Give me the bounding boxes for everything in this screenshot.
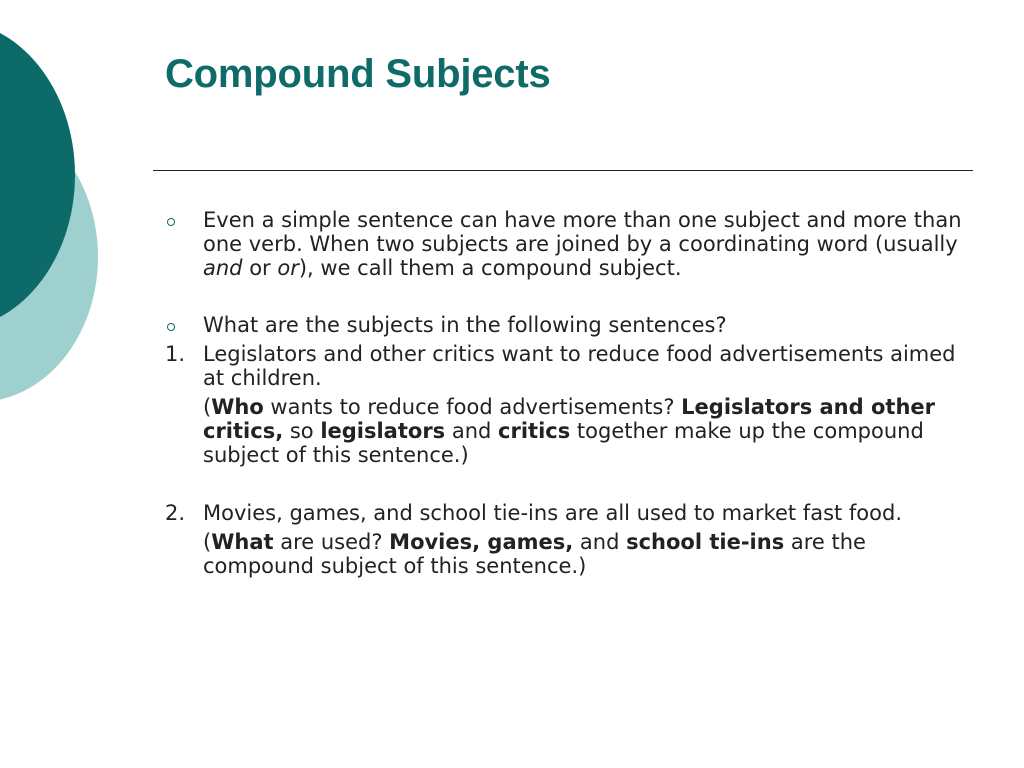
emphasis-and: and [203, 256, 243, 280]
title-divider [153, 170, 973, 171]
bold-answer: Movies, games, [389, 530, 574, 554]
bullet-text: Even a simple sentence can have more than one subject and more than one verb. When two subjects are joined by a coordinating word (usually and or or), we call them a compound subject. [203, 208, 962, 280]
bold-tie-ins: school tie-ins [626, 530, 785, 554]
ring-bullet-icon [167, 218, 175, 226]
bold-legislators: legislators [320, 419, 446, 443]
bold-what: What [211, 530, 274, 554]
item-number: 2. [165, 501, 186, 525]
slide-title: Compound Subjects [165, 52, 551, 96]
bold-who: Who [211, 395, 264, 419]
numbered-item-2 [165, 501, 965, 525]
item-sentence: Legislators and other critics want to reduce food advertisements aimed at children. [203, 342, 956, 390]
emphasis-or: or [277, 256, 299, 280]
ring-bullet-icon [167, 323, 175, 331]
bullet-compound-definition [165, 208, 965, 280]
item-number: 1. [165, 342, 186, 366]
explanation-2: (What are used? Movies, games, and school tie-ins are the compound subject of this sentence.) [203, 530, 866, 578]
bold-answer: Legislators and other critics, [203, 395, 935, 443]
item-sentence: Movies, games, and school tie-ins are all used to market fast food. [203, 501, 903, 525]
explanation-1: (Who wants to reduce food advertisements? Legislators and other critics, so legislators and critics together make up the compound subject of this sentence.) [203, 395, 935, 467]
bullet-question [165, 313, 965, 337]
slide-body [165, 205, 965, 578]
bold-critics: critics [498, 419, 571, 443]
numbered-item-1 [165, 342, 965, 390]
bullet-text: What are the subjects in the following sentences? [203, 313, 727, 337]
